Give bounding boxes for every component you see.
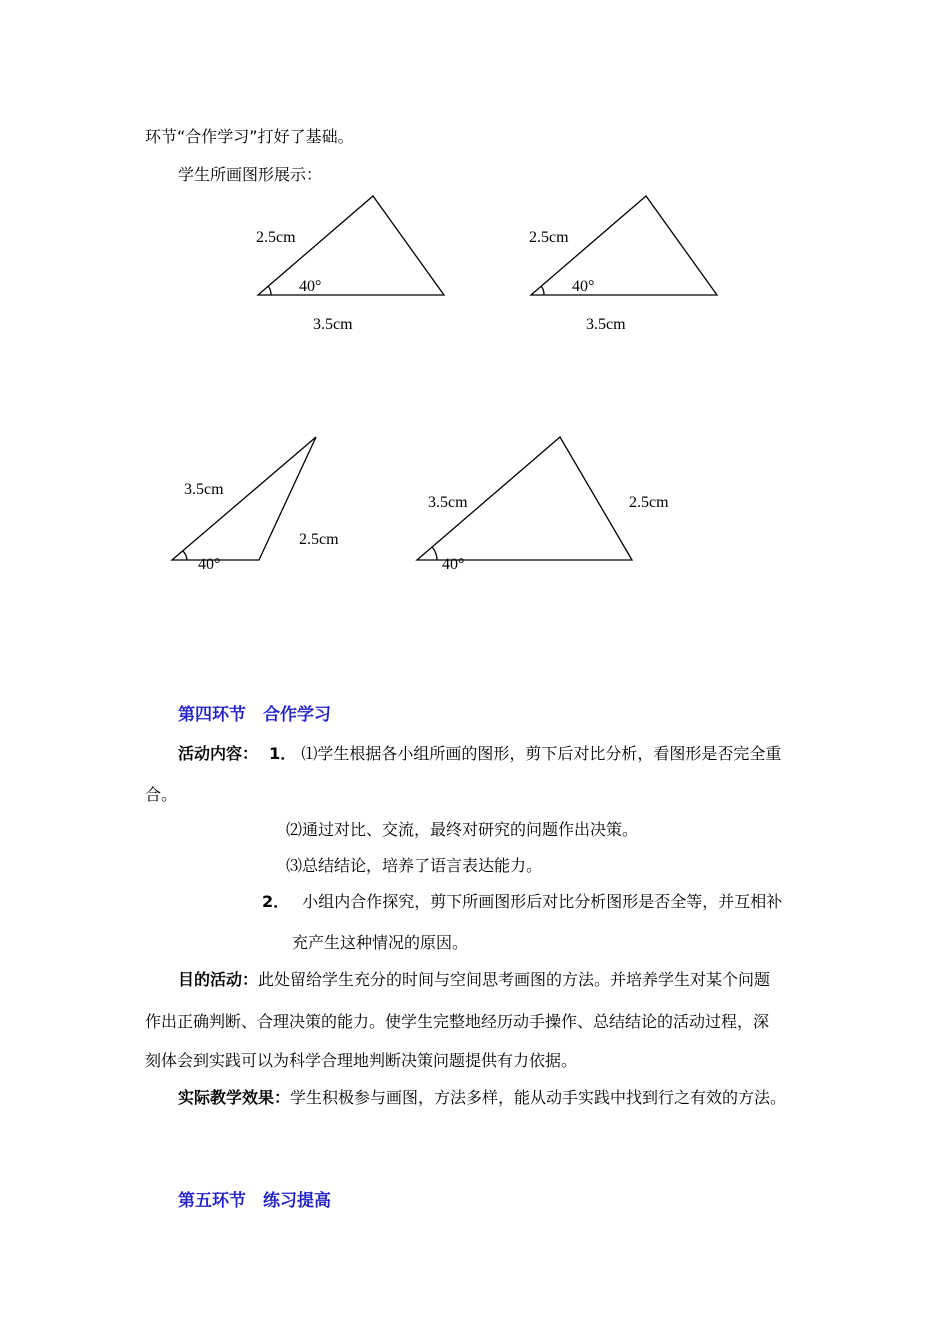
activity-label: 活动内容： (178, 744, 259, 763)
angle-arc-icon (268, 286, 271, 295)
fig1-base-label: 3.5cm (313, 316, 353, 333)
fig2-base-label: 3.5cm (586, 316, 626, 333)
fig4-side-a-label: 3.5cm (428, 494, 468, 511)
activity-item-1 (178, 744, 781, 764)
item-1-sub-3: ⑶总结结论，培养了语言表达能力。 (286, 856, 543, 875)
fig4-side-b-label: 2.5cm (629, 494, 669, 511)
angle-arc-icon (541, 286, 544, 295)
item-2-continuation: 充产生这种情况的原因。 (292, 933, 469, 952)
item-1-sub-2: ⑵通过对比、交流，最终对研究的问题作出决策。 (286, 820, 639, 839)
fig2-angle-label: 40° (572, 278, 595, 295)
intro-line-2: 学生所画图形展示： (178, 165, 323, 184)
activity-item-2 (262, 892, 782, 912)
angle-arc-icon (183, 551, 187, 560)
purpose-paragraph-line-2: 作出正确判断、合理决策的能力。使学生完整地经历动手操作、总结结论的活动过程，深 (145, 1012, 770, 1031)
effect-text: 学生积极参与画图，方法多样，能从动手实践中找到行之有效的方法。 (290, 1088, 787, 1107)
angle-arc-icon (432, 547, 437, 560)
effect-paragraph (178, 1088, 786, 1108)
fig1-side-label: 2.5cm (256, 229, 296, 246)
purpose-text: 此处留给学生充分的时间与空间思考画图的方法。并培养学生对某个问题 (258, 970, 771, 989)
item-1-text: ⑴学生根据各小组所画的图形，剪下后对比分析，看图形是否完全重 (301, 744, 782, 763)
item-1-continuation: 合。 (145, 785, 178, 804)
item-2-text: 小组内合作探究，剪下所画图形后对比分析图形是否全等，并互相补 (302, 892, 783, 911)
student-figures (0, 0, 950, 620)
purpose-paragraph-line-1 (178, 970, 770, 990)
fig1-angle-label: 40° (299, 278, 322, 295)
purpose-paragraph-line-3: 刻体会到实践可以为科学合理地判断决策问题提供有力依据。 (145, 1051, 578, 1070)
fig3-side-b-label: 2.5cm (299, 531, 339, 548)
fig2-side-label: 2.5cm (529, 229, 569, 246)
fig3-side-a-label: 3.5cm (184, 481, 224, 498)
fig3-angle-label: 40° (198, 556, 221, 573)
section-5-heading: 第五环节 练习提高 (178, 1191, 331, 1211)
purpose-label: 目的活动： (178, 970, 259, 989)
item-1-number: 1． (269, 744, 297, 763)
fig4-angle-label: 40° (442, 556, 465, 573)
intro-line-1: 环节“合作学习”打好了基础。 (145, 127, 354, 146)
section-4-heading: 第四环节 合作学习 (178, 705, 331, 725)
item-2-number: 2． (262, 892, 290, 911)
effect-label: 实际教学效果： (178, 1088, 291, 1107)
